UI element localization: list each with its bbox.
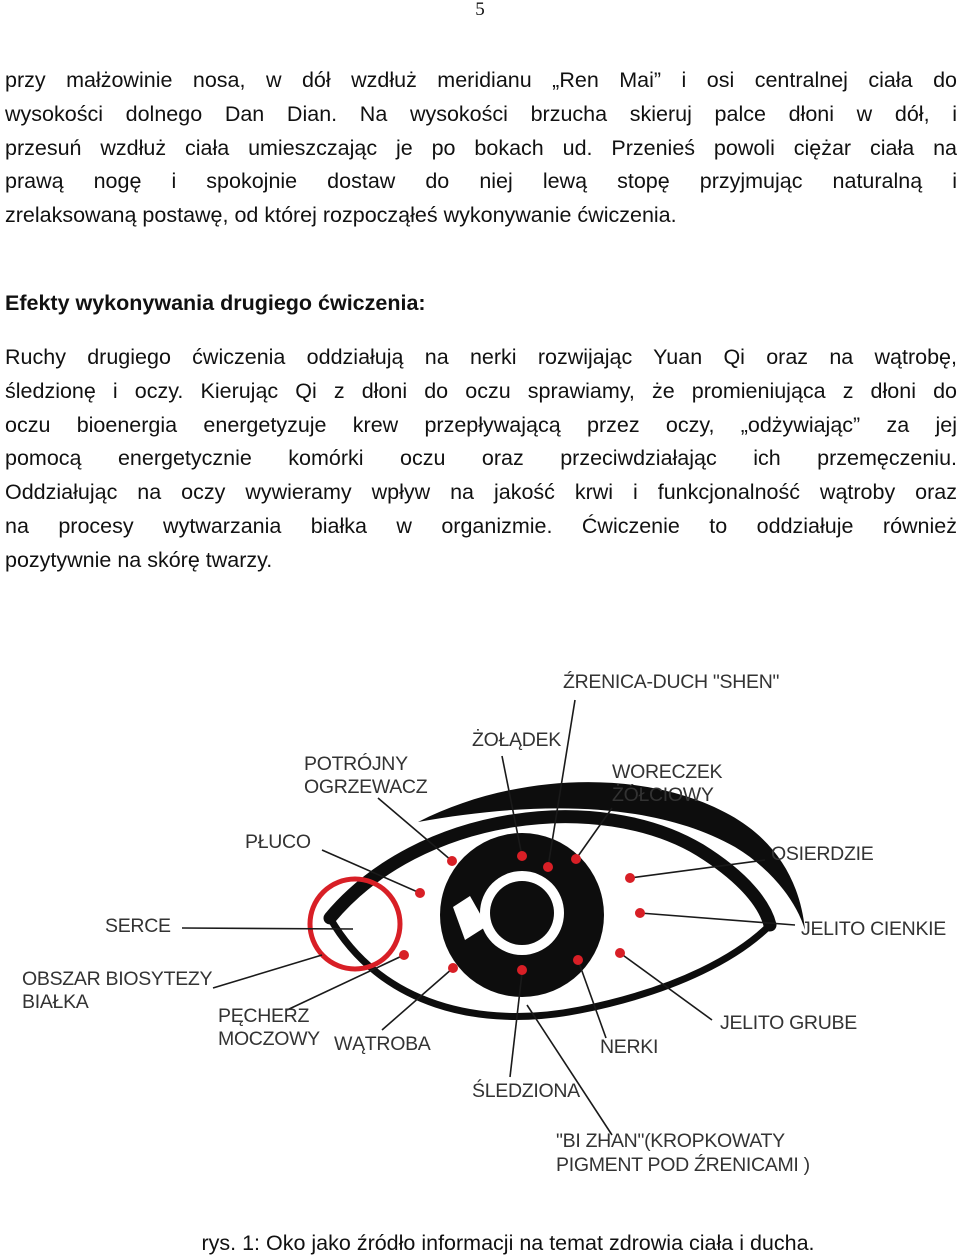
text-line: na procesy wytwarzania białka w organizmie. Ćwiczenie to oddziałuje również	[5, 513, 957, 538]
point-kidneys	[573, 955, 583, 965]
point-gallbladder	[571, 854, 581, 864]
label-bladder: MOCZOWY	[218, 1028, 320, 1050]
point-bladder	[399, 950, 409, 960]
label-triple-warmer: POTRÓJNY	[304, 753, 408, 775]
text-line: zrelaksowaną postawę, od której rozpocząłeś wykonywanie ćwiczenia.	[5, 203, 677, 228]
leader-line	[182, 928, 353, 929]
label-protein-area: BIAŁKA	[22, 991, 89, 1013]
leader-line	[213, 955, 322, 988]
point-pupil	[543, 862, 553, 872]
leader-line	[527, 1005, 612, 1135]
point-stomach	[517, 851, 527, 861]
text-line: Ruchy drugiego ćwiczenia oddziałują na nerki rozwijając Yuan Qi oraz na wątrobę,	[5, 345, 957, 369]
label-bi-zhan: PIGMENT POD ŹRENICAMI )	[556, 1154, 810, 1176]
page-number: 5	[475, 0, 485, 20]
eye-diagram	[0, 600, 960, 1200]
text-line: śledzionę i oczy. Kierując Qi z dłoni do oczu sprawiamy, że promieniująca z dłoni do	[5, 378, 957, 403]
text-line: prawą nogę i spokojnie dostaw do niej lewą stopę przyjmując naturalną i	[5, 169, 957, 194]
label-kidneys: NERKI	[600, 1036, 659, 1058]
label-bladder: PĘCHERZ	[218, 1005, 310, 1027]
point-small-intestine	[635, 908, 645, 918]
label-gallbladder: WORECZEK	[612, 761, 723, 783]
text-line: wysokości dolnego Dan Dian. Na wysokości brzucha skieruj palce dłoni w dół, i	[5, 101, 957, 126]
leader-line	[578, 960, 606, 1038]
text-line: przesuń wzdłuż ciała umieszczając je po bokach ud. Przenieś powoli ciężar ciała na	[5, 135, 957, 160]
leader-line	[630, 860, 765, 878]
point-triple-warmer	[447, 856, 457, 866]
label-triple-warmer: OGRZEWACZ	[304, 776, 428, 798]
point-liver	[448, 963, 458, 973]
label-spleen: ŚLEDZIONA	[472, 1080, 580, 1102]
label-protein-area: OBSZAR BIOSYTEZY	[22, 968, 213, 990]
text-line: pomocą energetycznie komórki oczu oraz przeciwdziałając ich przemęczeniu.	[5, 446, 957, 471]
label-pericardium: OSIERDZIE	[771, 843, 874, 865]
pupil	[490, 881, 554, 945]
point-large-intestine	[615, 948, 625, 958]
point-pericardium	[625, 873, 635, 883]
leader-line	[382, 968, 453, 1030]
label-gallbladder: ŻÓŁCIOWY	[612, 784, 714, 806]
text-line: Oddziałując na oczy wywieramy wpływ na jakość krwi i funkcjonalność wątroby oraz	[5, 480, 957, 505]
text-line: przy małżowinie nosa, w dół wzdłuż meridianu „Ren Mai” i osi centralnej ciała do	[5, 68, 957, 92]
section-heading: Efekty wykonywania drugiego ćwiczenia:	[5, 291, 426, 315]
point-lung	[415, 888, 425, 898]
text-line: oczu bioenergia energetyzuje krew przepływającą przez oczy, „odżywiając” za jej	[5, 412, 957, 437]
leader-line	[620, 953, 712, 1020]
label-heart: SERCE	[105, 915, 171, 937]
label-large-intestine: JELITO GRUBE	[720, 1012, 857, 1034]
label-small-intestine: JELITO CIENKIE	[801, 918, 946, 940]
text-line: pozytywnie na skórę twarzy.	[5, 547, 273, 572]
label-pupil: ŹRENICA-DUCH "SHEN"	[563, 671, 780, 693]
label-stomach: ŻOŁĄDEK	[472, 729, 561, 751]
eye-drawing	[310, 782, 805, 1016]
caption-text: rys. 1: Oko jako źródło informacji na temat zdrowia ciała i ducha.	[201, 1231, 815, 1255]
label-liver: WĄTROBA	[334, 1033, 431, 1055]
point-spleen	[517, 965, 527, 975]
paragraph-continuation	[5, 64, 957, 233]
paragraph-effects	[5, 341, 957, 578]
label-bi-zhan: "BI ZHAN"(KROPKOWATY	[556, 1130, 785, 1152]
figure-caption	[0, 1228, 960, 1258]
label-lung: PŁUCO	[245, 831, 311, 853]
